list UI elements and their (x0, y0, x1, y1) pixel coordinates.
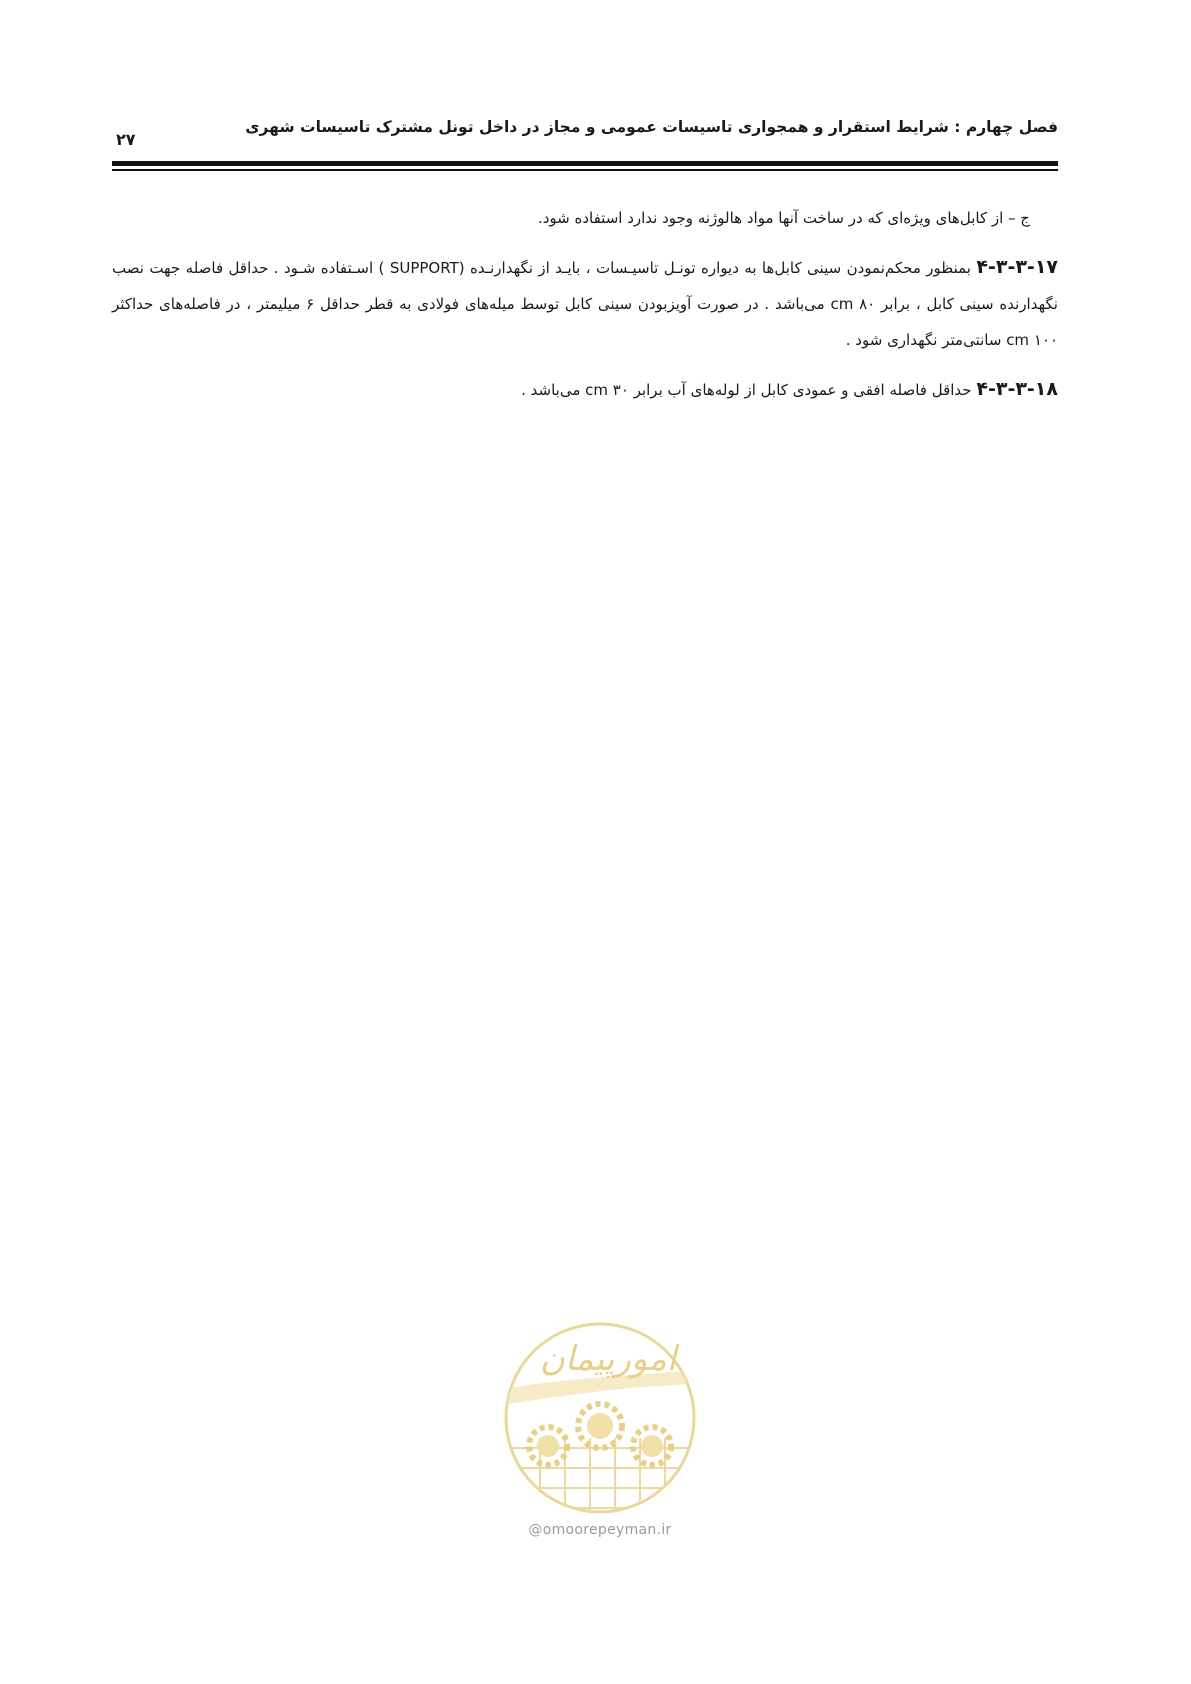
paragraph-text: حداقل فاصله افقی و عمودی کابل از لوله‌های آب برابر ۳۰ cm می‌باشد . (521, 381, 972, 399)
page-header (112, 114, 1058, 156)
body-text (112, 200, 1058, 421)
watermark-logo-icon (500, 1318, 700, 1518)
chapter-title: فصل چهارم : شرایط استقرار و همجواری تاسیسات عمومی و مجاز در داخل تونل مشترک تاسیسات شهری (245, 118, 1058, 136)
page-number: ۲۷ (116, 130, 136, 149)
watermark-url: @omoorepeyman.ir (528, 1522, 672, 1538)
paragraph-4-3-3-17 (112, 249, 1058, 358)
watermark (490, 1318, 710, 1538)
header-rule-thick (112, 161, 1058, 166)
section-number: ۴-۳-۳-۱۷ (976, 256, 1059, 278)
paragraph-text: ج – از کابل‌های ویژه‌ای که در ساخت آنها مواد هالوژنه وجود ندارد استفاده شود. (537, 209, 1030, 227)
section-number: ۴-۳-۳-۱۸ (976, 378, 1058, 400)
paragraph-item-c (112, 200, 1058, 236)
paragraph-text: بمنظور محکم‌نمودن سینی کابل‌ها به دیواره تونـل تاسیـسات ، بایـد از نگهدارنـده (SUPPORT ) اسـتفاده شـود . حداقل فاصله جهت نصب نگهدارنده سینی کابل ، برابر ۸۰ cm می‌باشد . در صورت آویزبودن سینی کابل توسط میله‌های فولادی به قطر حداقل ۶ میلیمتر ، در فاصله‌های حداکثر ۱۰۰ cm سانتی‌متر نگهداری شود . (112, 259, 1058, 349)
paragraph-4-3-3-18 (112, 371, 1058, 408)
watermark-logo-text: امورپیمان (539, 1339, 677, 1379)
header-rule-thin (112, 169, 1058, 171)
